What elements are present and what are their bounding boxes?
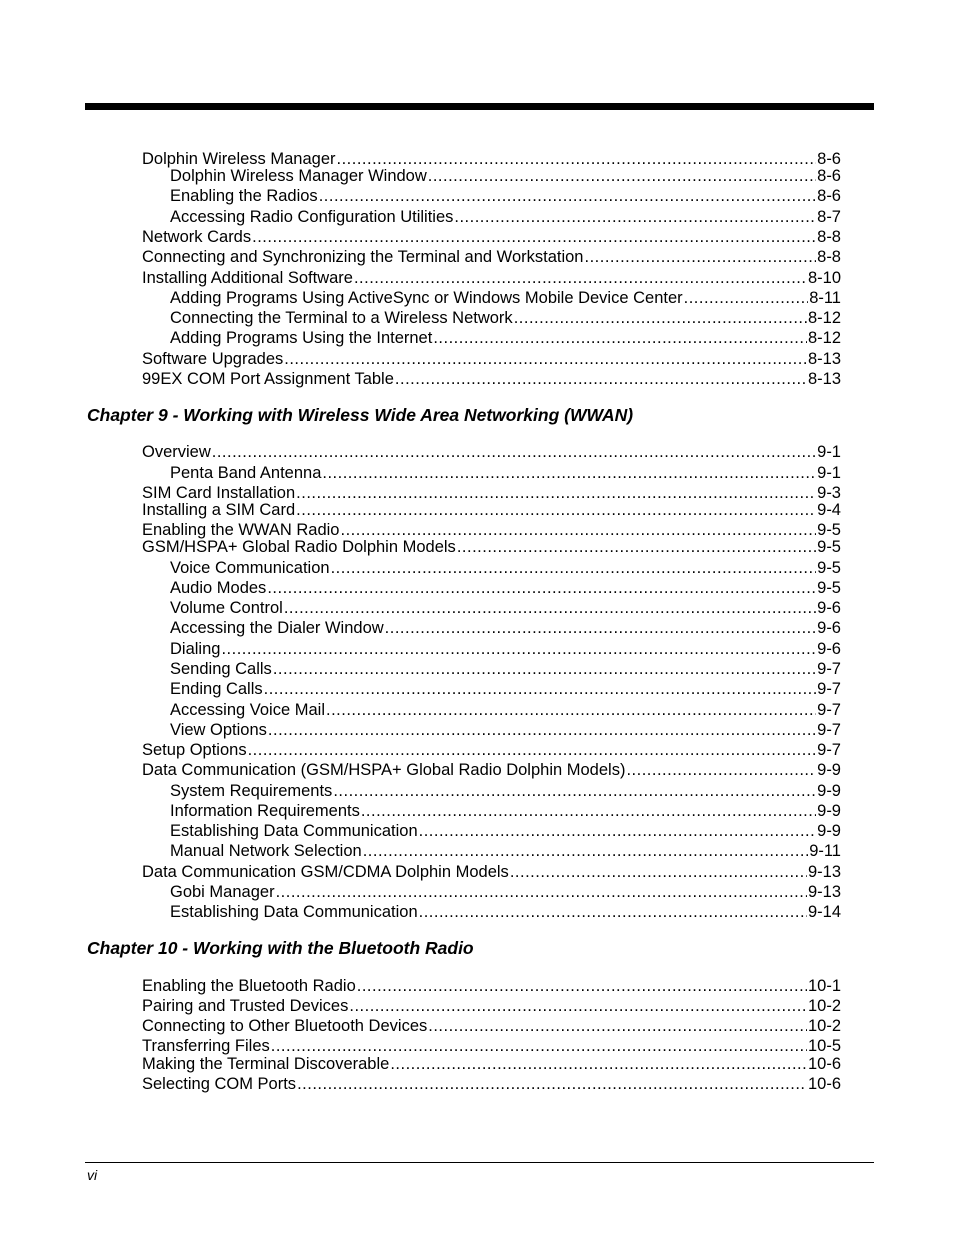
toc-entry[interactable] [142, 1036, 841, 1056]
toc-entry-page: 9-7 [817, 701, 841, 719]
toc-entry-page: 9-9 [817, 822, 841, 840]
toc-entry-title: Dialing [170, 640, 221, 658]
toc-entry-title: Dolphin Wireless Manager Window [170, 167, 427, 185]
dot-leader [271, 1036, 807, 1056]
toc-entry-page: 8-7 [817, 208, 841, 226]
toc-subentry[interactable] [170, 558, 841, 578]
toc-entry[interactable] [142, 976, 841, 996]
dot-leader [510, 862, 807, 882]
toc-entry-page: 9-7 [817, 660, 841, 678]
toc-subentry[interactable] [170, 328, 841, 348]
toc-entry-page: 8-8 [817, 248, 841, 266]
toc-entry-page: 9-7 [817, 741, 841, 759]
dot-leader [212, 442, 816, 462]
toc-entry-page: 9-9 [817, 761, 841, 779]
toc-entry-title: Manual Network Selection [170, 842, 362, 860]
toc-entry-page: 9-9 [817, 802, 841, 820]
toc-entry-page: 9-7 [817, 721, 841, 739]
toc-entry-page: 9-1 [817, 464, 841, 482]
dot-leader [385, 618, 816, 638]
dot-leader [354, 268, 807, 288]
toc-entry-page: 9-6 [817, 619, 841, 637]
toc-entry[interactable] [142, 740, 841, 760]
dot-leader [326, 700, 816, 720]
toc-entry-title: System Requirements [170, 782, 333, 800]
toc-entry-page: 10-1 [807, 977, 841, 995]
toc-entry-title: Pairing and Trusted Devices [142, 997, 349, 1015]
toc-subentry[interactable] [170, 186, 841, 206]
footer-rule [85, 1162, 874, 1163]
dot-leader [514, 308, 807, 328]
toc-subentry[interactable] [170, 463, 841, 483]
toc-subentry[interactable] [170, 679, 841, 699]
toc-entry-title: GSM/HSPA+ Global Radio Dolphin Models [142, 538, 456, 556]
dot-leader [284, 349, 807, 369]
toc-entry-page: 8-13 [807, 350, 841, 368]
dot-leader [454, 207, 816, 227]
toc-entry-page: 10-2 [807, 1017, 841, 1035]
toc-entry[interactable] [142, 500, 841, 520]
toc-entry-title: Accessing Radio Configuration Utilities [170, 208, 454, 226]
toc-entry-title: Ending Calls [170, 680, 263, 698]
toc-subentry[interactable] [170, 639, 841, 659]
toc-entry-page: 9-13 [807, 863, 841, 881]
toc-entry[interactable] [142, 760, 841, 780]
toc-entry-page: 8-12 [807, 329, 841, 347]
toc-entry-page: 8-6 [817, 150, 841, 168]
dot-leader [363, 841, 809, 861]
toc-entry-title: Connecting to Other Bluetooth Devices [142, 1017, 428, 1035]
dot-leader [276, 882, 807, 902]
toc-entry-title: Making the Terminal Discoverable [142, 1055, 390, 1073]
dot-leader [268, 720, 816, 740]
dot-leader [252, 227, 816, 247]
chapter-heading: Chapter 9 - Working with Wireless Wide Area Networking (WWAN) [87, 405, 634, 425]
dot-leader [395, 369, 807, 389]
dot-leader [361, 801, 816, 821]
toc-subentry[interactable] [170, 308, 841, 328]
toc-entry[interactable] [142, 227, 841, 247]
toc-subentry[interactable] [170, 841, 841, 861]
toc-subentry[interactable] [170, 720, 841, 740]
dot-leader [349, 996, 807, 1016]
toc-entry-title: Setup Options [142, 741, 247, 759]
toc-entry-title: Overview [142, 443, 211, 461]
toc-entry-title: Dolphin Wireless Manager [142, 150, 336, 168]
toc-entry-title: Software Upgrades [142, 350, 284, 368]
toc-entry-page: 9-6 [817, 640, 841, 658]
toc-subentry[interactable] [170, 882, 841, 902]
toc-entry-page: 8-6 [817, 187, 841, 205]
toc-entry-page: 9-5 [817, 579, 841, 597]
header-rule [85, 103, 874, 110]
dot-leader [221, 639, 816, 659]
dot-leader [333, 781, 816, 801]
toc-entry[interactable] [142, 268, 841, 288]
toc-subentry[interactable] [170, 288, 841, 308]
toc-entry-page: 8-13 [807, 370, 841, 388]
toc-subentry[interactable] [170, 207, 841, 227]
toc-entry[interactable] [142, 537, 841, 557]
dot-leader [457, 537, 816, 557]
toc-entry-title: Connecting the Terminal to a Wireless Network [170, 309, 513, 327]
toc-entry-page: 9-6 [817, 599, 841, 617]
toc-entry-title: Data Communication GSM/CDMA Dolphin Models [142, 863, 509, 881]
toc-entry-title: Establishing Data Communication [170, 903, 418, 921]
toc-entry-title: Accessing Voice Mail [170, 701, 325, 719]
toc-entry-page: 9-1 [817, 443, 841, 461]
dot-leader [297, 1074, 807, 1094]
toc-entry-title: Installing a SIM Card [142, 501, 296, 519]
toc-entry-title: Transferring Files [142, 1037, 270, 1055]
toc-entry-page: 8-10 [807, 269, 841, 287]
toc-entry-page: 9-13 [807, 883, 841, 901]
toc-entry-page: 8-8 [817, 228, 841, 246]
toc-entry-title: Sending Calls [170, 660, 272, 678]
toc-entry-title: 99EX COM Port Assignment Table [142, 370, 394, 388]
dot-leader [357, 976, 807, 996]
dot-leader [284, 598, 816, 618]
toc-subentry[interactable] [170, 659, 841, 679]
toc-entry-title: Data Communication (GSM/HSPA+ Global Radio Dolphin Models) [142, 761, 626, 779]
dot-leader [419, 902, 807, 922]
dot-leader [273, 659, 816, 679]
toc-subentry[interactable] [170, 821, 841, 841]
toc-entry-page: 9-5 [817, 538, 841, 556]
toc-entry-page: 9-9 [817, 782, 841, 800]
toc-entry-title: Volume Control [170, 599, 283, 617]
toc-subentry[interactable] [170, 902, 841, 922]
dot-leader [428, 166, 816, 186]
dot-leader [267, 578, 816, 598]
toc-entry-title: Adding Programs Using the Internet [170, 329, 433, 347]
toc-subentry[interactable] [170, 781, 841, 801]
toc-entry-page: 9-7 [817, 680, 841, 698]
toc-entry-title: Enabling the WWAN Radio [142, 521, 340, 539]
toc-entry-page: 9-3 [817, 484, 841, 502]
toc-entry[interactable] [142, 996, 841, 1016]
toc-entry[interactable] [142, 442, 841, 462]
toc-entry-title: Gobi Manager [170, 883, 275, 901]
dot-leader [428, 1016, 807, 1036]
dot-leader [264, 679, 817, 699]
toc-entry-title: Voice Communication [170, 559, 330, 577]
dot-leader [419, 821, 817, 841]
dot-leader [684, 288, 809, 308]
toc-entry-title: Enabling the Bluetooth Radio [142, 977, 356, 995]
toc-entry[interactable] [142, 1054, 841, 1074]
toc-entry-title: View Options [170, 721, 267, 739]
toc-entry-title: Penta Band Antenna [170, 464, 322, 482]
toc-entry[interactable] [142, 1016, 841, 1036]
toc-entry-title: Adding Programs Using ActiveSync or Windows Mobile Device Center [170, 289, 683, 307]
toc-entry[interactable] [142, 1074, 841, 1094]
toc-entry-title: SIM Card Installation [142, 484, 296, 502]
toc-subentry[interactable] [170, 578, 841, 598]
toc-entry-page: 10-6 [807, 1055, 841, 1073]
toc-entry-title: Accessing the Dialer Window [170, 619, 384, 637]
dot-leader [390, 1054, 807, 1074]
toc-entry-page: 10-6 [807, 1075, 841, 1093]
toc-entry-title: Information Requirements [170, 802, 360, 820]
toc-entry-page: 8-11 [809, 289, 841, 307]
toc-entry-page: 8-6 [817, 167, 841, 185]
toc-entry-page: 10-5 [807, 1037, 841, 1055]
toc-entry-page: 9-5 [817, 521, 841, 539]
dot-leader [331, 558, 817, 578]
toc-entry[interactable] [142, 247, 841, 267]
chapter-heading: Chapter 10 - Working with the Bluetooth Radio [87, 938, 474, 958]
toc-entry-title: Connecting and Synchronizing the Terminal and Workstation [142, 248, 584, 266]
toc-entry-title: Installing Additional Software [142, 269, 353, 287]
toc-subentry[interactable] [170, 166, 841, 186]
toc-entry-page: 8-12 [807, 309, 841, 327]
toc-entry[interactable] [142, 369, 841, 389]
toc-subentry[interactable] [170, 618, 841, 638]
toc-entry-page: 9-14 [807, 903, 841, 921]
toc-entry[interactable] [142, 349, 841, 369]
toc-entry-title: Enabling the Radios [170, 187, 318, 205]
toc-entry[interactable] [142, 862, 841, 882]
page-number: vi [87, 1167, 98, 1183]
toc-entry-title: Network Cards [142, 228, 252, 246]
toc-entry-page: 9-11 [809, 842, 841, 860]
toc-entry-page: 10-2 [807, 997, 841, 1015]
toc-entry-page: 9-4 [817, 501, 841, 519]
toc-entry-title: Audio Modes [170, 579, 267, 597]
toc-subentry[interactable] [170, 801, 841, 821]
toc-entry-title: Selecting COM Ports [142, 1075, 297, 1093]
toc-subentry[interactable] [170, 598, 841, 618]
dot-leader [626, 760, 816, 780]
dot-leader [248, 740, 817, 760]
toc-entry-page: 9-5 [817, 559, 841, 577]
toc-subentry[interactable] [170, 700, 841, 720]
toc-entry-title: Establishing Data Communication [170, 822, 418, 840]
dot-leader [584, 247, 816, 267]
dot-leader [319, 186, 816, 206]
dot-leader [322, 463, 816, 483]
dot-leader [433, 328, 807, 348]
dot-leader [296, 500, 816, 520]
